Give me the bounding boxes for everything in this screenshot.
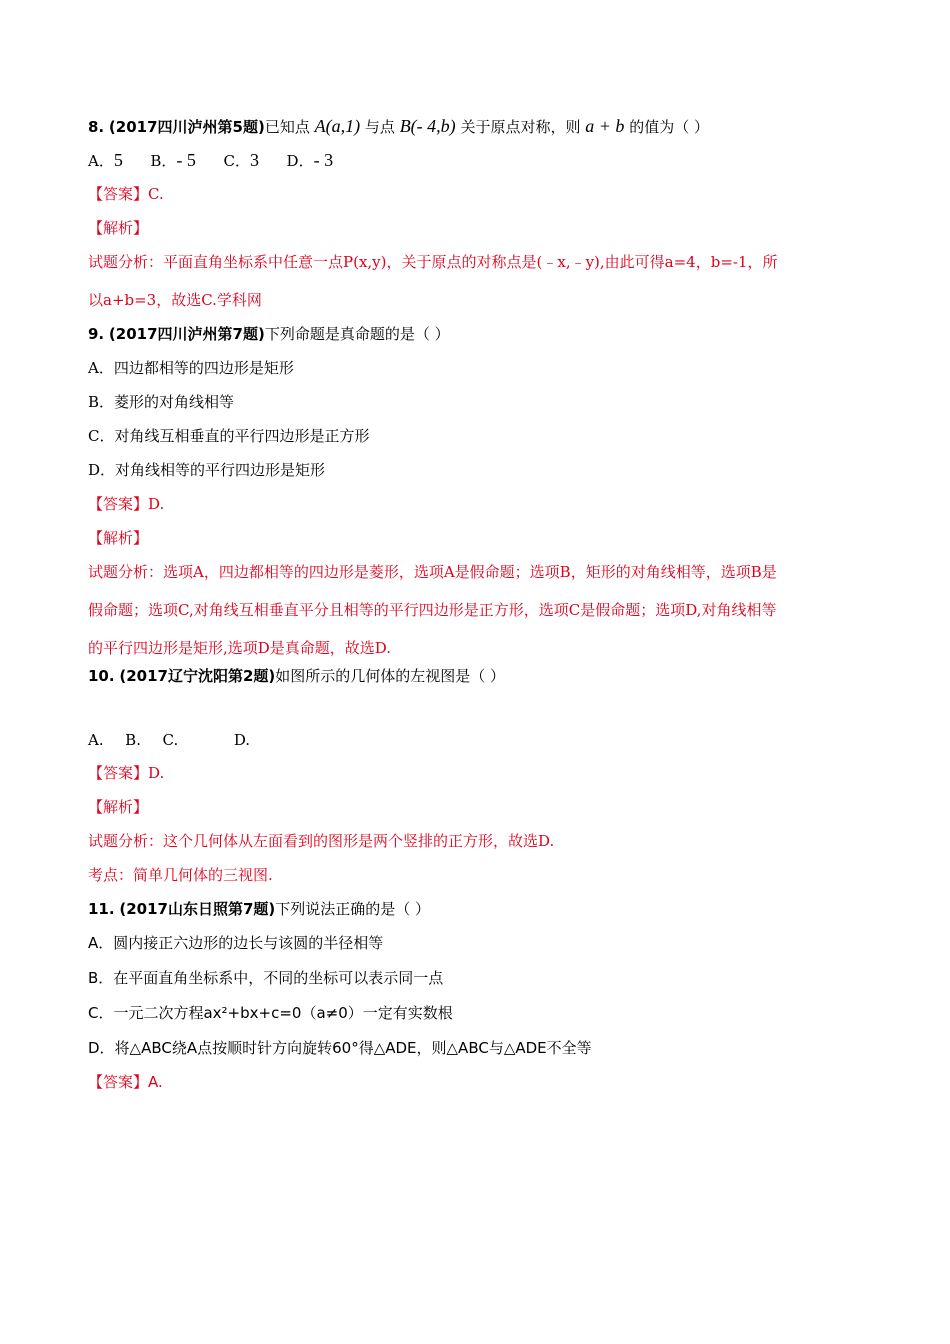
- q10-answer: 【答案】D.: [88, 764, 165, 782]
- option-label: B．: [150, 152, 177, 170]
- q8-options: [88, 150, 862, 171]
- q11-stem: [88, 899, 862, 919]
- q10-option-a: A.: [88, 731, 104, 749]
- q8-point-a: A(a,1): [314, 116, 361, 136]
- option-value: - 5: [176, 150, 196, 170]
- q8-option-d: [287, 150, 334, 171]
- q8-option-b: [150, 150, 196, 171]
- q8-text-d: 的值为（ ）: [629, 118, 709, 136]
- q10-option-b: B.: [125, 731, 141, 749]
- q10-option-d: D.: [233, 731, 251, 749]
- q10-analysis-line-1: 试题分析：这个几何体从左面看到的图形是两个竖排的正方形，故选D.: [88, 832, 555, 850]
- q9-source: (2017四川泸州第7题): [108, 325, 265, 343]
- q11-number: 11.: [88, 900, 115, 918]
- q8-option-c: [224, 150, 259, 171]
- q8-text-c: 关于原点对称，则: [460, 118, 581, 136]
- q9-option-a: A．四边都相等的四边形是矩形: [88, 359, 294, 377]
- q11-option-c: C．一元二次方程ax²+bx+c=0（a≠0）一定有实数根: [88, 1004, 453, 1022]
- q10-kaodian: 考点：简单几何体的三视图.: [88, 866, 273, 884]
- q8-analysis-label: 【解析】: [88, 219, 149, 237]
- q10-stem-text: 如图所示的几何体的左视图是（ ）: [275, 667, 506, 685]
- q11-answer: 【答案】A.: [88, 1073, 163, 1091]
- q9-analysis-line-2: 假命题；选项C,对角线互相垂直平分且相等的平行四边形是正方形，选项C是假命题；选项D,对角线相等: [88, 601, 777, 619]
- q11-option-b: B．在平面直角坐标系中，不同的坐标可以表示同一点: [88, 969, 444, 987]
- q9-option-d: D．对角线相等的平行四边形是矩形: [88, 461, 326, 479]
- q8-answer: 【答案】C.: [88, 185, 164, 203]
- q8-expr: a + b: [585, 116, 625, 136]
- q10-stem: [88, 666, 862, 686]
- q9-analysis-line-3: 的平行四边形是矩形,选项D是真命题，故选D.: [88, 639, 392, 657]
- q11-source: (2017山东日照第7题): [119, 900, 276, 918]
- q8-number: 8.: [88, 118, 105, 136]
- option-value: 5: [113, 150, 123, 170]
- q10-analysis-label: 【解析】: [88, 798, 149, 816]
- q8-analysis-line-2: 以a+b=3，故选C.学科网: [88, 291, 262, 309]
- q10-source: (2017辽宁沈阳第2题): [119, 667, 276, 685]
- option-label: D．: [286, 152, 314, 170]
- option-value: 3: [249, 150, 259, 170]
- q10-options: [88, 730, 862, 750]
- q8-stem: [88, 116, 862, 137]
- q11-option-a: A．圆内接正六边形的边长与该圆的半径相等: [88, 934, 384, 952]
- q8-text-a: 已知点: [264, 118, 310, 136]
- option-value: - 3: [313, 150, 334, 170]
- q10-option-c: C.: [162, 731, 179, 749]
- q9-analysis-line-1: 试题分析：选项A，四边都相等的四边形是菱形，选项A是假命题；选项B，矩形的对角线相等，选项B是: [88, 563, 777, 581]
- q9-stem-text: 下列命题是真命题的是（ ）: [264, 325, 450, 343]
- q10-number: 10.: [88, 667, 115, 685]
- q9-option-b: B．菱形的对角线相等: [88, 393, 235, 411]
- q9-analysis-label: 【解析】: [88, 529, 149, 547]
- option-label: C．: [223, 152, 250, 170]
- q11-stem-text: 下列说法正确的是（ ）: [275, 900, 431, 918]
- q11-option-d: D．将△ABC绕A点按顺时针方向旋转60°得△ADE，则△ABC与△ADE不全等: [88, 1039, 592, 1057]
- option-label: A．: [88, 152, 114, 170]
- q8-source: (2017四川泸州第5题): [108, 118, 265, 136]
- q9-number: 9.: [88, 325, 105, 343]
- q8-point-b: B(- 4,b): [399, 116, 456, 136]
- q8-option-a: [88, 150, 123, 171]
- q9-answer: 【答案】D.: [88, 495, 165, 513]
- q8-text-b: 与点: [364, 118, 395, 136]
- q9-option-c: C．对角线互相垂直的平行四边形是正方形: [88, 427, 370, 445]
- q9-stem: [88, 324, 862, 344]
- q8-analysis-line-1: 试题分析：平面直角坐标系中任意一点P(x,y)，关于原点的对称点是(﹣x,﹣y),由此可得a=4，b=-1，所: [88, 253, 778, 271]
